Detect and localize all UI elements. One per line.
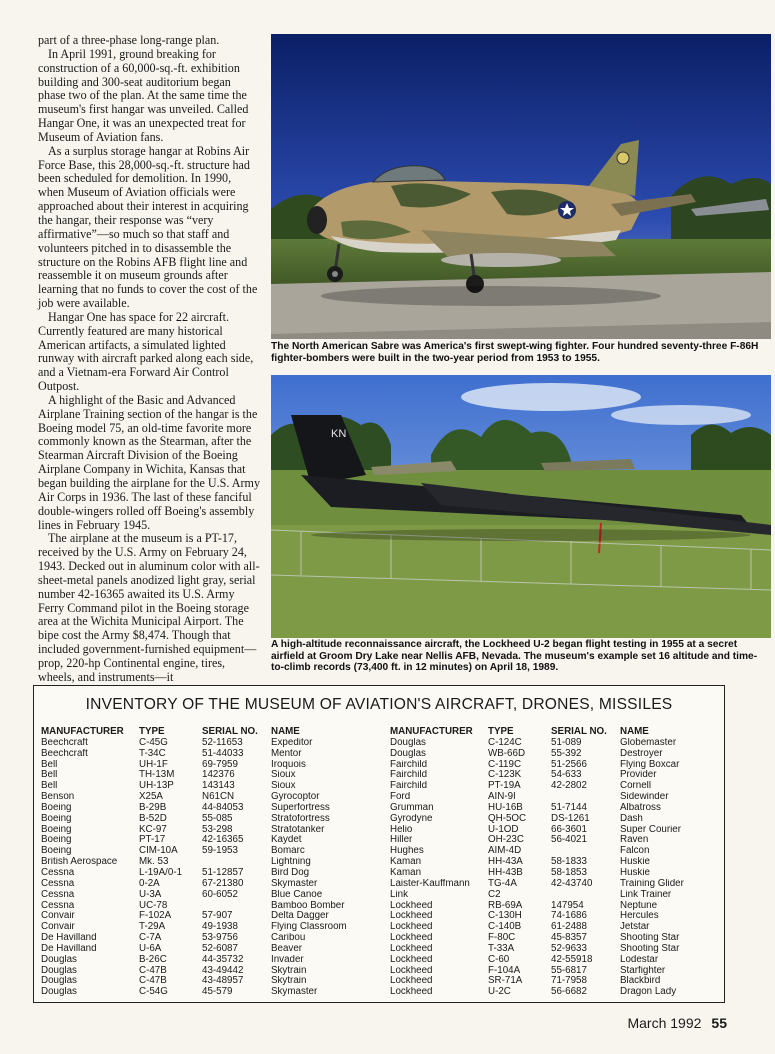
cell-serial [202,857,271,868]
cell-type: TH-13M [139,770,175,781]
cell-type: UC-78 [139,900,168,911]
cell-type: RB-69A [488,900,523,911]
cell-name: Invader [271,954,304,965]
cell-manufacturer: Grumman [390,802,434,813]
cell-type: C-130H [488,911,522,922]
inventory-box [33,685,725,1003]
cell-type: F-104A [488,965,521,976]
cell-serial: 54-633 [551,770,582,781]
cell-name: Mentor [271,748,302,759]
cell-type: B-26C [139,954,167,965]
cell-manufacturer: Lockheed [390,900,433,911]
table-row [390,879,736,890]
cell-serial: 55-6817 [551,965,587,976]
cell-manufacturer: De Havilland [41,943,97,954]
cell-manufacturer: Cessna [41,867,75,878]
cell-serial: DS-1261 [551,813,590,824]
cell-name: Flying Classroom [271,922,347,933]
cell-manufacturer: Douglas [390,748,426,759]
cell-manufacturer: Cessna [41,900,75,911]
cell-name: Beaver [271,943,303,954]
inventory-table-right [390,727,736,998]
cell-name: Sioux [271,781,296,792]
cell-name: Skymaster [271,987,318,998]
cell-serial: 42-16365 [202,835,244,846]
cell-type: CIM-10A [139,846,178,857]
cell-type: T-33A [488,943,515,954]
cell-name: Stratotanker [271,824,325,835]
cell-serial: 56-4021 [551,835,587,846]
table-row [41,933,387,944]
cell-type: B-29B [139,802,167,813]
cell-type: PT-17 [139,835,166,846]
cell-serial: 57-907 [202,911,233,922]
cell-type: C-7A [139,933,162,944]
cell-type: U-3A [139,889,162,900]
cell-manufacturer: Boeing [41,802,72,813]
cell-serial: 42-43740 [551,878,593,889]
cell-manufacturer: Cessna [41,889,75,900]
cell-manufacturer: Douglas [41,954,77,965]
cell-type: T-34C [139,748,166,759]
cell-manufacturer: Lockheed [390,954,433,965]
cell-serial: 49-1938 [202,922,238,933]
cell-serial: 51-089 [551,737,582,748]
cell-name: Shooting Star [620,943,680,954]
cell-name: Dragon Lady [620,987,677,998]
cell-manufacturer: Lockheed [390,965,433,976]
table-row [390,835,736,846]
sabre-caption: The North American Sabre was America's first swept-wing fighter. Four hundred seventy-three F-86H fighter-bombers were built in the two-year period from 1953 to 1955. [271,341,759,364]
cell-type: B-52D [139,813,167,824]
cell-serial: 51-44033 [202,748,244,759]
inventory-table-left [41,727,387,998]
table-row [390,933,736,944]
table-row [390,868,736,879]
cell-type: C-124C [488,737,522,748]
table-row [41,781,387,792]
cell-name: Hercules [620,911,659,922]
cell-serial: 51-12857 [202,867,244,878]
cell-name: Dash [620,813,643,824]
cell-manufacturer: Fairchild [390,759,428,770]
cell-type: TG-4A [488,878,517,889]
table-row [41,955,387,966]
issue-date: March 1992 [627,1015,702,1031]
cell-manufacturer: British Aerospace [41,857,118,868]
cell-serial: 69-7959 [202,759,238,770]
cell-manufacturer: Gyrodyne [390,813,433,824]
cell-name: Super Courier [620,824,681,835]
cell-type: C-45G [139,737,168,748]
cell-type: OH-23C [488,835,524,846]
cell-type: C-47B [139,965,167,976]
cell-serial: 58-1853 [551,867,587,878]
cell-manufacturer: Kaman [390,867,422,878]
cell-name: Starfighter [620,965,666,976]
cell-name: Jetstar [620,922,650,933]
cell-type: T-29A [139,922,166,933]
cell-name: Falcon [620,846,650,857]
cell-manufacturer: Fairchild [390,781,428,792]
cell-manufacturer: Ford [390,792,411,803]
table-header [390,727,736,738]
cell-name: Flying Boxcar [620,759,680,770]
table-row [390,987,736,998]
cell-name: Skytrain [271,976,307,987]
article-paragraph: In April 1991, ground breaking for construction of a 60,000-sq.-ft. exhibition building and 300-seat auditorium began phase two of the plan. At the same time the museum's first hangar was unveiled. Called Hangar One, it was an unexpected treat for Museum of Aviation fans. [38,46,249,144]
article-paragraph: part of a three-phase long-range plan. [38,33,220,47]
cell-name: Skymaster [271,878,318,889]
cell-manufacturer: Douglas [390,737,426,748]
cell-manufacturer: Douglas [41,987,77,998]
cell-serial [551,792,620,803]
table-row [390,857,736,868]
cell-manufacturer: Boeing [41,846,72,857]
table-row [41,857,387,868]
article-paragraph: As a surplus storage hangar at Robins Air Force Base, this 28,000-sq.-ft. structure had been scheduled for demolition. In 1990, when Museum of Aviation officials were approached about their interest in acquiring the hangar, their response was “very affirmative”—so much so that staff and volunteers pitched in to disassemble the structure on the Robins AFB flight line and reassemble it on museum grounds after learning that no funds to cover the cost of the job were available. [38,143,258,311]
table-row [390,890,736,901]
cell-serial: 53-9756 [202,933,238,944]
cell-name: Bomarc [271,846,305,857]
cell-name: Neptune [620,900,658,911]
table-row [41,760,387,771]
cell-manufacturer: Boeing [41,824,72,835]
cell-type: HU-16B [488,802,523,813]
table-row [41,879,387,890]
table-row [41,814,387,825]
table-row [41,868,387,879]
cell-type: C-60 [488,954,510,965]
header-manufacturer: MANUFACTURER [41,727,124,737]
sabre-photo [271,34,771,339]
cell-name: Lightning [271,857,311,868]
cell-type: SR-71A [488,976,523,987]
table-row [41,966,387,977]
cell-name: Lodestar [620,954,659,965]
cell-serial: 67-21380 [202,878,244,889]
cell-name: Bird Dog [271,867,310,878]
table-row [41,825,387,836]
cell-type: PT-19A [488,781,521,792]
sabre-illustration [271,34,771,339]
cell-serial: 59-1953 [202,846,238,857]
cell-name: Delta Dagger [271,911,329,922]
cell-type: KC-97 [139,824,167,835]
table-row [41,901,387,912]
cell-serial: 44-84053 [202,802,244,813]
header-serial: SERIAL NO. [202,727,258,737]
cell-type: Mk. 53 [139,857,169,868]
cell-serial: 58-1833 [551,857,587,868]
table-row [41,944,387,955]
cell-name: Destroyer [620,748,663,759]
cell-serial: 43-48957 [202,976,244,987]
cell-name: Sidewinder [620,792,669,803]
cell-manufacturer: Hughes [390,846,424,857]
cell-serial: 61-2488 [551,922,587,933]
cell-name: Iroquois [271,759,306,770]
cell-serial: 42-2802 [551,781,587,792]
cell-type: F-102A [139,911,172,922]
cell-name: Blackbird [620,976,661,987]
cell-serial: 44-35732 [202,954,244,965]
cell-serial: N61CN [202,792,235,803]
cell-manufacturer: Helio [390,824,413,835]
cell-type: X25A [139,792,163,803]
header-type: TYPE [488,727,514,737]
cell-type: U-2C [488,987,511,998]
table-row [41,976,387,987]
cell-name: Sioux [271,770,296,781]
cell-type: U-1OD [488,824,519,835]
cell-serial: 147954 [551,900,584,911]
cell-manufacturer: Douglas [41,976,77,987]
table-row [41,803,387,814]
cell-serial: 51-7144 [551,802,587,813]
u2-caption: A high-altitude reconnaissance aircraft, the Lockheed U-2 began flight testing in 1955 at a secret airfield at Groom Dry Lake near Nellis AFB, Nevada. The museum's example set 16 altitude and time-to-climb records (73,400 ft. in 12 minutes) on April 18, 1989. [271,639,758,674]
cell-type: QH-5OC [488,813,527,824]
table-row [390,814,736,825]
u2-illustration [271,375,771,638]
cell-serial: 52-9633 [551,943,587,954]
cell-name: Shooting Star [620,933,680,944]
cell-name: Skytrain [271,965,307,976]
table-row [390,770,736,781]
header-name: NAME [620,727,649,737]
cell-serial: 55-392 [551,748,582,759]
table-row [41,835,387,846]
cell-name: Superfortress [271,802,330,813]
article-paragraph: Hangar One has space for 22 aircraft. Currently featured are many historical American artifacts, a simulated lighted runway with aircraft parked along each side, and a Vietnam-era Forward Air Control Outpost. [38,309,254,394]
cell-manufacturer: Cessna [41,878,75,889]
cell-manufacturer: Convair [41,922,75,933]
cell-name: Globemaster [620,737,677,748]
cell-name: Stratofortress [271,813,330,824]
cell-manufacturer: Boeing [41,813,72,824]
cell-type: UH-1F [139,759,168,770]
cell-type: WB-66D [488,748,526,759]
cell-serial: 55-085 [202,813,233,824]
cell-type: AIM-4D [488,846,522,857]
table-row [390,846,736,857]
cell-manufacturer: Douglas [41,965,77,976]
cell-serial: 56-6682 [551,987,587,998]
cell-name: Raven [620,835,649,846]
cell-serial: 142376 [202,770,235,781]
cell-manufacturer: Beechcraft [41,737,88,748]
page-footer [627,1015,727,1031]
article-column [38,34,260,685]
cell-name: Cornell [620,781,652,792]
table-row [390,792,736,803]
cell-name: Kaydet [271,835,302,846]
cell-name: Huskie [620,857,650,868]
article-paragraph: A highlight of the Basic and Advanced Airplane Training section of the hangar is the Boeing model 75, an old-time favorite more commonly known as the Stearman, after the Stearman Aircraft Division of the Boeing Airplane Company in Wichita, Kansas that began building the airplane for the U.S. Army Air Corps in 1936. The last of these fanciful double-wingers rolled off Boeing's assembly lines in February 1945. [38,392,261,532]
cell-serial [202,901,271,912]
table-row [41,846,387,857]
cell-manufacturer: Benson [41,792,75,803]
cell-manufacturer: Fairchild [390,770,428,781]
cell-serial: 60-6052 [202,889,238,900]
cell-type: U-6A [139,943,162,954]
table-row [41,770,387,781]
cell-manufacturer: De Havilland [41,933,97,944]
cell-serial: 51-2566 [551,759,587,770]
cell-manufacturer: Kaman [390,857,422,868]
table-row [41,890,387,901]
table-row [390,911,736,922]
cell-type: C-123K [488,770,522,781]
cell-manufacturer: Lockheed [390,987,433,998]
cell-type: AIN-9I [488,792,516,803]
cell-manufacturer: Link [390,889,408,900]
cell-type: C-54G [139,987,168,998]
cell-manufacturer: Lockheed [390,943,433,954]
cell-name: Expeditor [271,737,313,748]
cell-name: Bamboo Bomber [271,900,345,911]
table-row [390,944,736,955]
page-number: 55 [711,1015,727,1031]
table-row [41,749,387,760]
cell-name: Blue Canoe [271,889,323,900]
cell-manufacturer: Lockheed [390,922,433,933]
cell-serial: 52-11653 [202,737,243,748]
cell-manufacturer: Bell [41,770,58,781]
table-row [390,966,736,977]
cell-name: Albatross [620,802,661,813]
table-header [41,727,387,738]
cell-serial: 71-7958 [551,976,587,987]
table-row [390,955,736,966]
table-row [41,792,387,803]
cell-serial: 53-298 [202,824,233,835]
cell-manufacturer: Beechcraft [41,748,88,759]
table-row [390,749,736,760]
cell-serial: 143143 [202,781,235,792]
cell-manufacturer: Convair [41,911,75,922]
cell-serial: 45-8357 [551,933,587,944]
cell-name: Provider [620,770,657,781]
table-row [390,803,736,814]
cell-type: F-80C [488,933,516,944]
cell-name: Huskie [620,867,650,878]
cell-type: C-140B [488,922,522,933]
cell-type: C-119C [488,759,522,770]
cell-type: 0-2A [139,878,160,889]
cell-manufacturer: Lockheed [390,933,433,944]
header-name: NAME [271,727,300,737]
cell-type: L-19A/0-1 [139,867,183,878]
cell-type: HH-43B [488,867,523,878]
header-serial: SERIAL NO. [551,727,607,737]
cell-manufacturer: Laister-Kauffmann [390,878,470,889]
cell-serial [551,846,620,857]
cell-serial [551,890,620,901]
u2-photo [271,375,771,638]
header-manufacturer: MANUFACTURER [390,727,473,737]
cell-type: C2 [488,889,501,900]
cell-name: Link Trainer [620,889,672,900]
cell-manufacturer: Lockheed [390,976,433,987]
table-row [390,825,736,836]
table-row [41,911,387,922]
table-row [390,760,736,771]
cell-serial: 45-579 [202,987,233,998]
cell-serial: 52-6087 [202,943,238,954]
cell-manufacturer: Hiller [390,835,413,846]
table-row [41,922,387,933]
cell-type: HH-43A [488,857,523,868]
cell-serial: 42-55918 [551,954,593,965]
table-row [390,922,736,933]
cell-name: Training Glider [620,878,684,889]
cell-manufacturer: Lockheed [390,911,433,922]
table-row [41,987,387,998]
cell-manufacturer: Bell [41,759,58,770]
u2-tail-code: KN [331,428,347,440]
cell-manufacturer: Bell [41,781,58,792]
cell-type: UH-13P [139,781,174,792]
header-type: TYPE [139,727,165,737]
article-paragraph: The airplane at the museum is a PT-17, received by the U.S. Army on February 24, 1943. Decked out in aluminum color with all-sheet-metal panels anodized light gray, serial number 42-16365 awaited its U.S. Army Ferry Command pilot in the Boeing storage area at the Wichita Municipal Airport. The bipe cost the Army $8,474. Though that included government-furnished equipment—prop, 220-hp Continental engine, tires, wheels, and instruments—it [38,531,260,684]
cell-serial: 66-3601 [551,824,587,835]
cell-serial: 43-49442 [202,965,244,976]
cell-serial: 74-1686 [551,911,587,922]
cell-manufacturer: Boeing [41,835,72,846]
table-row [390,976,736,987]
cell-name: Caribou [271,933,306,944]
table-row [390,781,736,792]
table-row [41,738,387,749]
cell-name: Gyrocoptor [271,792,320,803]
cell-type: C-47B [139,976,167,987]
inventory-title: INVENTORY OF THE MUSEUM OF AVIATION'S AIRCRAFT, DRONES, MISSILES [85,696,673,713]
table-row [390,901,736,912]
table-row [390,738,736,749]
